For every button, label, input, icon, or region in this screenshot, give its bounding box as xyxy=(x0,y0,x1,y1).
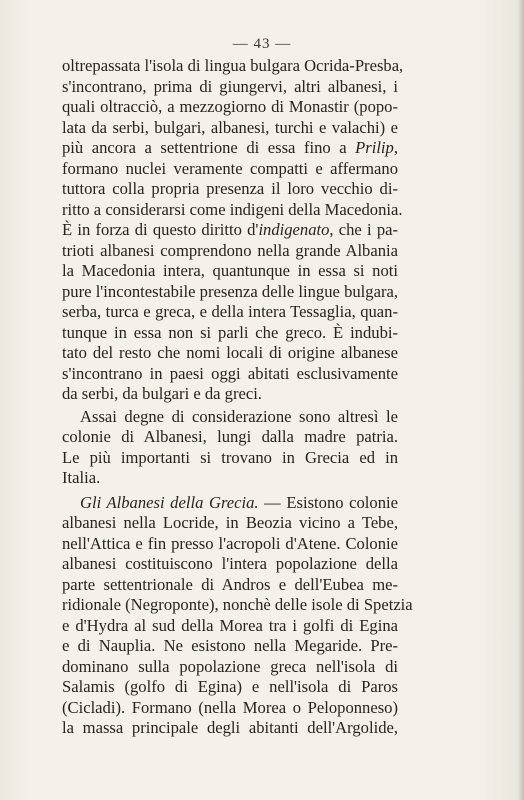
paragraph-2 xyxy=(62,407,398,489)
text-line: Salamis (golfo di Egina) e nell'isola di Paros xyxy=(62,677,398,696)
paragraph-3 xyxy=(62,492,413,739)
body-text xyxy=(62,56,413,739)
text-line: formano nuclei veramente compatti e affermano xyxy=(62,158,398,178)
text-line: tuttora colla propria presenza il loro vecchio di- xyxy=(62,179,398,198)
text-line: albanesi costituiscono l'intera popolazione della xyxy=(62,554,398,573)
text-line: oltrepassata l'isola di lingua bulgara Ocrida-Presba, xyxy=(62,56,404,75)
italic-word: indigenato xyxy=(258,220,330,239)
section-first-line-text: — Esistono colonie xyxy=(258,492,398,512)
text-line: da serbi, da bulgari e da greci. xyxy=(62,384,262,403)
text-line: tunque in essa non si parli che greco. È indubi- xyxy=(62,322,398,342)
text-line: dominano sulla popolazione greca nell'isola di xyxy=(62,656,398,676)
text-line: Italia. xyxy=(62,468,101,487)
page-edge-shadow xyxy=(518,0,524,800)
text-line: lata da serbi, bulgari, albanesi, turchi e valachi) e xyxy=(62,117,398,137)
text-line-prilip xyxy=(62,138,398,159)
text-line: ritto a considerarsi come indigeni della Macedonia. xyxy=(62,199,403,219)
line-text-before: più ancora a settentrione di essa fino a xyxy=(62,138,356,157)
text-line: quali oltracciò, a mezzogiorno di Monastir (popo- xyxy=(62,97,398,116)
line-text-after: , che i pa- xyxy=(329,220,399,239)
line-text-after: , xyxy=(393,138,398,157)
text-line: nell'Attica e fin presso l'acropoli d'Atene. Colonie xyxy=(62,533,398,553)
text-line: la massa principale degli abitanti dell'Argolide, xyxy=(62,718,398,737)
text-line: e d'Hydra al sud della Morea tra i golfi di Egina xyxy=(62,615,398,635)
page-number: — 43 — xyxy=(232,36,292,52)
section-heading: Gli Albanesi della Grecia. xyxy=(80,492,259,512)
text-line: tato del resto che nomi locali di origine albanese xyxy=(62,343,398,362)
text-line: s'incontrano in paesi oggi abitati esclusivamente xyxy=(62,363,398,383)
text-line: serba, turca e greca, e della intera Tessaglia, quan- xyxy=(62,302,398,321)
section-first-line xyxy=(62,493,398,514)
text-line: la Macedonia intera, quantunque in essa si noti xyxy=(62,261,398,280)
text-line: colonie di Albanesi, lungi dalla madre patria. xyxy=(62,427,398,446)
text-line: Le più importanti si trovano in Grecia ed in xyxy=(62,447,398,467)
text-line: parte settentrionale di Andros e dell'Eubea me- xyxy=(62,574,398,594)
text-line: (Cicladi). Formano (nella Morea o Peloponneso) xyxy=(62,697,398,717)
text-line-indigenato xyxy=(62,220,398,241)
text-line: pure l'incontestabile presenza delle lingue bulgara, xyxy=(62,281,398,301)
paragraph-1 xyxy=(62,56,404,405)
italic-word: Prilip xyxy=(355,138,394,157)
text-line: s'incontrano, prima di giungervi, altri albanesi, i xyxy=(62,76,398,96)
text-line: trioti albanesi comprendono nella grande Albania xyxy=(62,240,398,260)
line-text-before: È in forza di questo diritto d' xyxy=(62,220,259,239)
text-line: Assai degne di considerazione sono altresì le xyxy=(80,406,398,426)
text-line: ridionale (Negroponte), nonchè delle isole di Spetzia xyxy=(62,595,413,614)
text-line: e di Nauplia. Ne esistono nella Megaride. Pre- xyxy=(62,636,398,655)
text-line: albanesi nella Locride, in Beozia vicino a Tebe, xyxy=(62,513,398,532)
